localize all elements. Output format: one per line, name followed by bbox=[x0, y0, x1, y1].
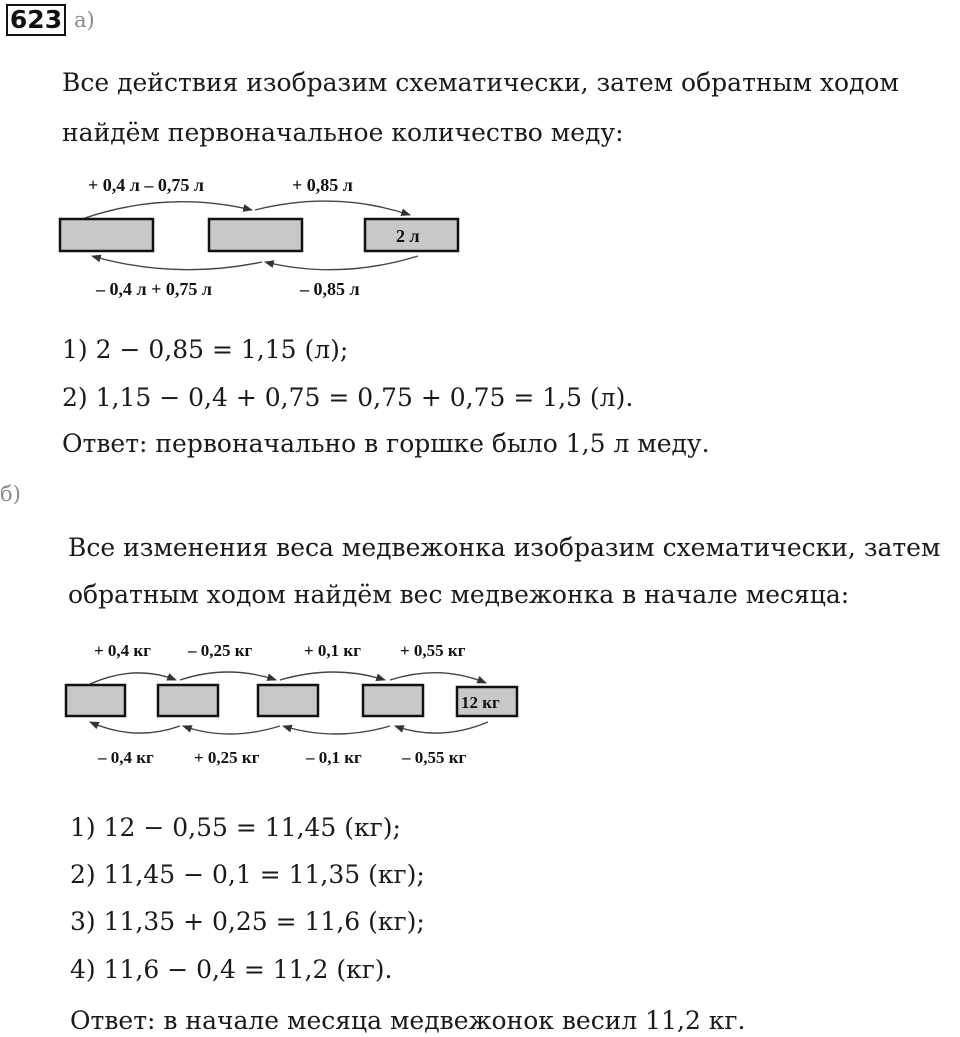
diagram-b-top-arc-2 bbox=[180, 672, 276, 680]
part-b-step-3: 3) 11,35 + 0,25 = 11,6 (кг); bbox=[70, 907, 425, 936]
diagram-b-top-label-3: + 0,1 кг bbox=[304, 641, 361, 660]
diagram-b-top-label-1: + 0,4 кг bbox=[94, 641, 151, 660]
diagram-b-box-3 bbox=[258, 685, 318, 716]
diagram-b-bottom-arc-1 bbox=[395, 722, 488, 733]
diagram-a-bottom-label-1: – 0,4 л + 0,75 л bbox=[96, 279, 212, 299]
diagram-a-bottom-label-2: – 0,85 л bbox=[300, 279, 360, 299]
diagram-b-bottom-label-1: – 0,4 кг bbox=[98, 748, 154, 767]
diagram-b-final-value: 12 кг bbox=[461, 693, 500, 712]
diagram-b-top-arc-3 bbox=[280, 672, 385, 680]
part-b-label: б) bbox=[0, 482, 21, 506]
part-b-intro-line-2: обратным ходом найдём вес медвежонка в начале месяца: bbox=[68, 580, 850, 609]
part-a-label: а) bbox=[74, 8, 95, 32]
diagram-b-box-2 bbox=[158, 685, 218, 716]
diagram-a-top-label-2: + 0,85 л bbox=[292, 175, 353, 195]
part-b-answer: Ответ: в начале месяца медвежонок весил 11,2 кг. bbox=[70, 1006, 746, 1035]
diagram-b-bottom-label-4: – 0,55 кг bbox=[402, 748, 467, 767]
diagram-b-bottom-arc-2 bbox=[283, 726, 390, 734]
part-a-step-2: 2) 1,15 − 0,4 + 0,75 = 0,75 + 0,75 = 1,5 (л). bbox=[62, 383, 634, 412]
diagram-b-bottom-label-2: + 0,25 кг bbox=[194, 748, 260, 767]
problem-number: 623 bbox=[6, 4, 66, 36]
diagram-b-bottom-arc-4 bbox=[90, 722, 180, 733]
part-b-step-2: 2) 11,45 − 0,1 = 11,35 (кг); bbox=[70, 860, 425, 889]
diagram-b-top-label-4: + 0,55 кг bbox=[400, 641, 466, 660]
diagram-a-final-value: 2 л bbox=[396, 226, 420, 246]
diagram-b-top-label-2: – 0,25 кг bbox=[188, 641, 253, 660]
part-a-intro-line-2: найдём первоначальное количество меду: bbox=[62, 118, 624, 147]
part-b-step-1: 1) 12 − 0,55 = 11,45 (кг); bbox=[70, 813, 401, 842]
part-a-step-1: 1) 2 − 0,85 = 1,15 (л); bbox=[62, 335, 349, 364]
diagram-b-box-1 bbox=[66, 685, 125, 716]
diagram-b-bottom-label-3: – 0,1 кг bbox=[306, 748, 362, 767]
part-b-intro-line-1: Все изменения веса медвежонка изобразим схематически, затем bbox=[68, 533, 941, 562]
diagram-b-box-4 bbox=[363, 685, 423, 716]
part-b-step-4: 4) 11,6 − 0,4 = 11,2 (кг). bbox=[70, 955, 393, 984]
diagram-b-top-arc-1 bbox=[90, 673, 176, 684]
diagram-b-top-arc-4 bbox=[390, 673, 486, 683]
diagram-a-top-label-1: + 0,4 л – 0,75 л bbox=[88, 175, 204, 195]
part-a-answer: Ответ: первоначально в горшке было 1,5 л меду. bbox=[62, 429, 710, 458]
part-a-intro-line-1: Все действия изобразим схематически, затем обратным ходом bbox=[62, 68, 899, 97]
diagram-b-bottom-arc-3 bbox=[183, 726, 280, 734]
